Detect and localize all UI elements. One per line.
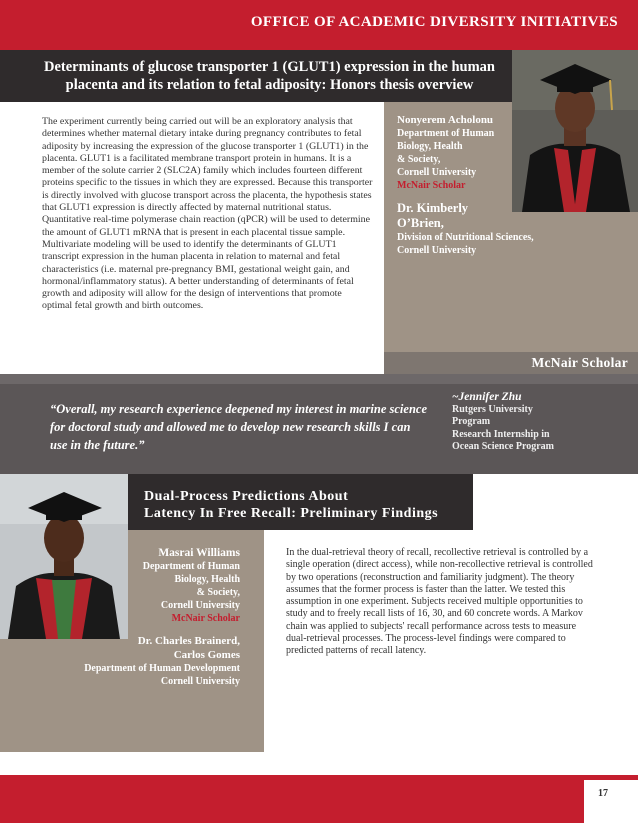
student-dept-line1: Department of Human xyxy=(397,128,495,139)
mcnair-scholar-tag-bar xyxy=(384,352,638,374)
article2-title-line2: Latency In Free Recall: Preliminary Findings xyxy=(144,506,439,521)
advisor-name-line1: Dr. Charles Brainerd, xyxy=(137,635,240,647)
article2-title xyxy=(144,488,438,522)
student-program: McNair Scholar xyxy=(397,180,466,191)
advisor-school: Cornell University xyxy=(397,245,477,256)
advisor-name-line2: O’Brien, xyxy=(397,216,444,230)
office-title: OFFICE OF ACADEMIC DIVERSITY INITIATIVES xyxy=(250,14,618,30)
article2-authors xyxy=(60,547,240,688)
advisor-dept: Division of Nutritional Sciences, xyxy=(397,232,534,243)
quote-band-stripe xyxy=(0,374,638,384)
article2-title-line1: Dual-Process Predictions About xyxy=(144,489,349,504)
student-name: Masrai Williams xyxy=(158,547,240,559)
testimonial-quote: “Overall, my research experience deepened my interest in marine science for doctoral study and allowed me to develop new research skills I can use in the future.” xyxy=(50,402,428,452)
article1-body: The experiment currently being carried out will be an exploratory analysis that determines whether maternal dietary intake during pregnancy contributes to fetal adiposity by increasing the expression of the glucose transporter 1 (GLUT1) in the placenta. GLUT1 is a facilitated membrane transport protein in humans. It is a member of the solute carrier 2 (SLC2A) family which includes fourteen different proteins specific to the tissues in which they are expressed. Because this transporter is directly involved with glucose transport across the placenta, the hypothesis states that GLUT1 expression is directly affected by maternal nutritional status. Quantitative real-time polymerase chain reaction (qPCR) will be used to determine the amount of GLUT1 mRNA that is present in each placental tissue sample. Multivariate modeling will be used to identify the determinants of GLUT1 transcript expression in the human placenta in relation to maternal and fetal characteristics (i.e. maternal pre-pregnancy BMI, gestational weight gain, and hormonal/inflammatory status). A better understanding of determinants of fetal growth and adiposity will allow for the design of interventions that promote optimal fetal growth and birth outcomes. xyxy=(42,116,373,312)
header-banner xyxy=(0,0,638,50)
quote-line3: Research Internship in xyxy=(452,428,550,440)
article1-title: Determinants of glucose transporter 1 (GLUT1) expression in the human placenta and its relation to fetal adiposity: Honors thesis overview xyxy=(44,59,495,93)
footer-band xyxy=(0,775,638,823)
article2-body: In the dual-retrieval theory of recall, recollective retrieval is controlled by a single operation (direct access), while non-recollective retrieval is controlled by two operations (reconstruction and familiarity judgment). The theory assumes that the former process is faster than the latter. We tested this assumption in one experiment. Subjects received multiple opportunities to study and to freely recall lists of 16, 30, and 60 concrete words. A Markov chain was applied to subjects' recall performance across tests to measure dual-retrieval processes. The process-level findings were compared to predicted patterns of recall latency. xyxy=(286,547,593,657)
article1-title-bar xyxy=(0,50,512,102)
advisor-dept: Department of Human Development xyxy=(84,663,240,674)
student-school: Cornell University xyxy=(397,167,477,178)
quote-line1: Rutgers University xyxy=(452,403,533,415)
student-dept-line2: Biology, Health xyxy=(397,141,463,152)
student-dept-line2: Biology, Health xyxy=(174,574,240,585)
mcnair-scholar-tag: McNair Scholar xyxy=(531,355,628,370)
article2-title-bar xyxy=(128,474,473,530)
footer-page-box xyxy=(584,780,638,823)
student-dept-line3: & Society, xyxy=(196,587,240,598)
advisor-school: Cornell University xyxy=(160,676,240,687)
quote-line4: Ocean Science Program xyxy=(452,441,555,452)
student-dept-line1: Department of Human xyxy=(142,561,240,572)
student-name: Nonyerem Acholonu xyxy=(397,114,494,126)
quote-author-name: ~Jennifer Zhu xyxy=(452,391,522,403)
student-program: McNair Scholar xyxy=(171,613,240,624)
student-dept-line3: & Society, xyxy=(397,154,441,165)
student-school: Cornell University xyxy=(160,600,240,611)
advisor-name-line2: Carlos Gomes xyxy=(173,649,240,661)
advisor-name-line1: Dr. Kimberly xyxy=(397,201,469,215)
page-number: 17 xyxy=(598,788,608,799)
quote-line2: Program xyxy=(452,416,491,427)
article1-authors xyxy=(397,114,627,257)
quote-attribution xyxy=(452,391,632,454)
